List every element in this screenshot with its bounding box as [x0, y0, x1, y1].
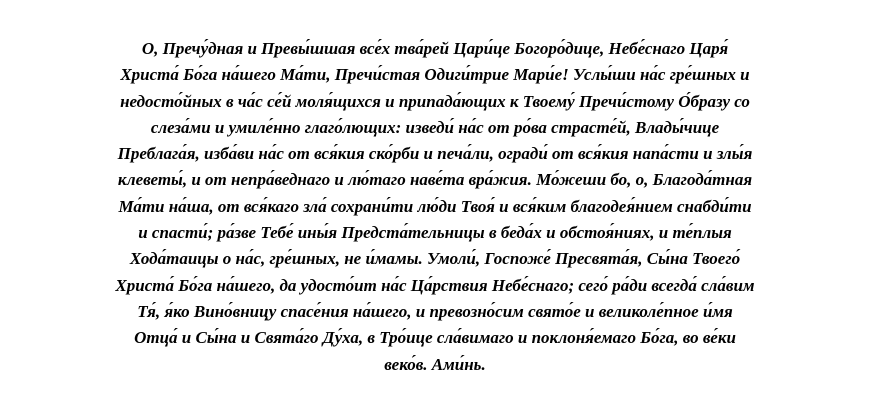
- prayer-line: Хода́таицы о на́с, гре́шных, не и́мамы. Умоли́, Госпоже́ Пресвята́я, Сы́на Твоего́: [129, 249, 741, 269]
- prayer-line: Отца́ и Сы́на и Свята́го Ду́ха, в Тро́ице сла́вимаго и поклоня́емаго Бо́га, во ве́ки: [134, 328, 736, 348]
- prayer-line: веко́в. Ами́нь.: [384, 354, 486, 374]
- prayer-line: недосто́йных в ча́с се́й моля́щихся и припада́ющих к Твоему́ Пречи́стому О́бразу со: [120, 91, 750, 111]
- prayer-line: Христа́ Бо́га на́шего, да удосто́ит на́с Ца́рствия Небе́снаго; сего́ ра́ди всегда́ сла́вим: [115, 275, 755, 295]
- prayer-line: слеза́ми и умиле́нно глаго́лющих: изведи́ на́с от ро́ва страсте́й, Влады́чице: [150, 117, 720, 137]
- prayer-line: и спасти́; ра́зве Тебе́ ины́я Предста́тельницы в беда́х и обстоя́ниях, и те́плыя: [138, 223, 732, 243]
- prayer-line: Ма́ти на́ша, от вся́каго зла́ сохрани́ти лю́ди Твоя́ и вся́ким благодея́нием снабди́ти: [118, 196, 752, 216]
- prayer-text: [28, 36, 842, 378]
- prayer-line: О, Пречу́дная и Превы́шшая все́х тва́рей Цари́це Богоро́дице, Небе́снаго Царя́: [141, 39, 729, 58]
- prayer-line: Преблага́я, изба́ви на́с от вся́кия ско́рби и печа́ли, огради́ от вся́кия напа́сти и злы́я: [117, 144, 753, 164]
- prayer-line: клеветы́, и от непра́веднаго и лю́таго наве́та вра́жия. Мо́жеши бо, о, Благода́тная: [117, 170, 753, 190]
- prayer-line: Тя́, я́ко Вино́вницу спасе́ния на́шего, и превозно́сим свято́е и великоле́пное и́мя: [137, 301, 733, 321]
- prayer-line: Христа́ Бо́га на́шего Ма́ти, Пречи́стая Одиги́трие Мари́е! Услы́ши на́с гре́шных и: [120, 65, 750, 85]
